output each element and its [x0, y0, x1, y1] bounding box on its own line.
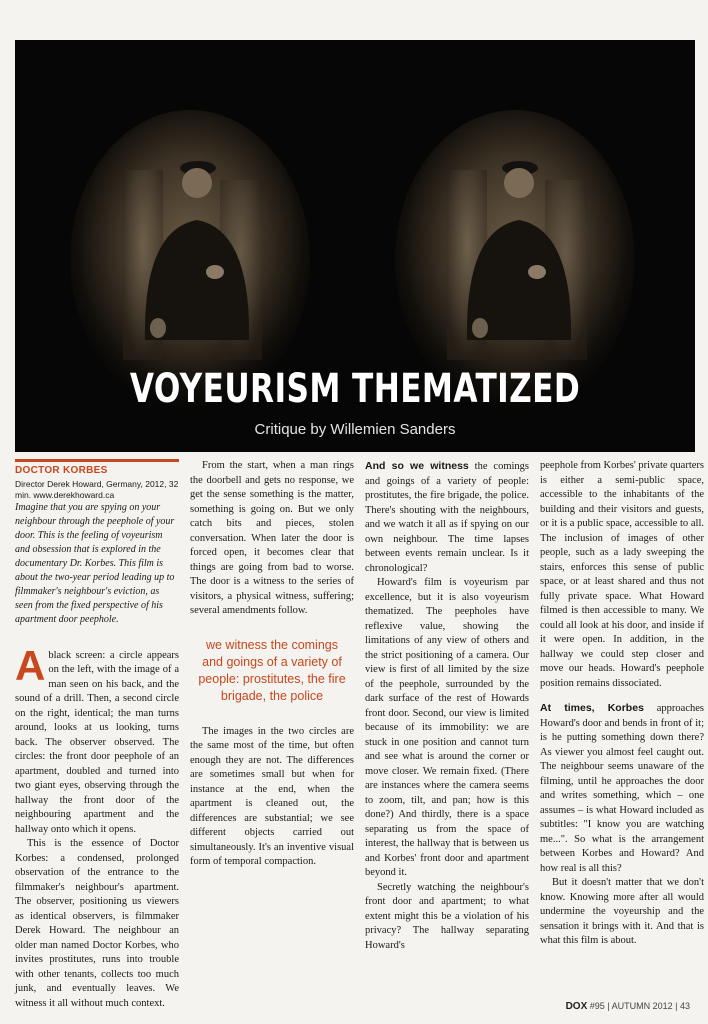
article-paragraph-3: From the start, when a man rings the doorbell and gets no response, we get the sense something is the matter, something is going on. But we only catch bits and pieces, stolen conversation. When later the door is forced open, it becomes clear that things are going from bad to worse. The door is a witness to the series of visitors, a physical witness, suffering; several amendments follow.	[190, 460, 354, 616]
drop-cap: A	[15, 641, 46, 689]
hero-image	[15, 40, 695, 452]
article-paragraph-5	[365, 459, 529, 576]
article-paragraph-7: Secretly watching the neighbour's front door and apartment; to what extent might this be a violation of his privacy? The hallway separating Howard's	[365, 881, 529, 951]
article-paragraph-7-continued: peephole from Korbes' private quarters is either a semi-public space, accessible to the inhabitants of the building and their visitors and guests, or it is a public space, accessible to all. The inclusion of images of other people, such as a lady sweeping the stairs, enforces this sense of public space, or at least shared and thus not fully private space. What Howard filmed is then accessible to many. We could all look at his door, and inside if it were open. In addition, in the hallway we could step closer and move our heads. Howard's peephole position remains dissociated.	[540, 460, 704, 689]
magazine-brand: DOX	[565, 1001, 588, 1012]
lead-in-1: And so we witness	[365, 460, 469, 472]
page-footer	[566, 1001, 690, 1012]
right-peephole-view	[395, 110, 635, 410]
film-credits: Director Derek Howard, Germany, 2012, 32 min. www.derekhoward.ca	[15, 478, 179, 500]
page-title: VOYEURISM THEMATIZED	[129, 366, 581, 412]
article-paragraph-9: But it doesn't matter that we don't know. Knowing more after all would undermine the voyeurship and the sensation it brings with it. And that is what this film is about.	[540, 877, 704, 946]
paragraph-8-text: approaches Howard's door and bends in front of it; is he putting something down there? As viewer you almost feel caught out. The neighbour seems unaware of the filming, until he approaches the door and writes something, which – one assumes – is what Howard included as subtitles: "I know you are watching me...". So what is the arrangement between Korbes and Howard? And how real is all this?	[540, 703, 704, 874]
paragraph-5-text: the comings and goings of a variety of people: prostitutes, the fire brigade, the police. There's shouting with the neighbours, and we watch it all as if spying on our own neighbour. The time lapses between events remain unclear. Is it chronological?	[365, 461, 529, 574]
article-paragraph-8	[540, 701, 704, 876]
article-paragraph-4: The images in the two circles are the same most of the time, but often enough they are not. The differences are sometimes small but when for instance at the end, when the apartment is cleaned out, the differences are substantial; we see different objects carried out simultaneously. It's an inventive visual form of temporal compaction.	[190, 725, 354, 867]
article-paragraph-2: This is the essence of Doctor Korbes: a condensed, prolonged observation of the entrance to the filmmaker's neighbour's apartment. The observer, positioning us viewers as identical observers, is filmmaker Derek Howard. The neighbour an older man named Doctor Korbes, who invites prostitutes, runs into trouble with other tenants, collects too much junk, and eventually leaves. We witness it all without much context.	[15, 838, 179, 1009]
column-1	[15, 459, 179, 1011]
column-3	[365, 459, 529, 953]
film-synopsis: Imagine that you are spying on your neighbour through the peephole of your door. This is the feeling of voyeurism and obsession that is explored in the documentary Dr. Korbes. This film is about the two-year period leading up to filmmaker's neighbour's eviction, as seen from the fixed perspective of his apartment door peephole.	[15, 501, 175, 625]
column-2	[190, 459, 354, 870]
pull-quote: we witness the comings and goings of a variety of people: prostitutes, the fire brigade, the police	[198, 637, 346, 703]
column-4	[540, 459, 704, 949]
article-paragraph-6: Howard's film is voyeurism par excellence, but it is also voyeurism thematized. The peepholes have reflexive value, showing the limitations of any view of others and the strict positioning of a camera. Our view is first of all limited by the size of the peephole, surrounded by the dark surface of the rest of Howards front door. Second, our view is limited because of its immobility: we are stuck in one position and cannot turn and see what is around the corner or move closer. We remain fixed. (There are instances where the camera seems to zoom, tilt, and pan; how is this done?) And thirdly, there is a space separating us from the space of interest, the hallway that is between us and Korbes' front door and apartment beyond it.	[365, 577, 529, 878]
lead-in-2: At times, Korbes	[540, 702, 644, 714]
paragraph-1-text: black screen: a circle appears on the left, with the image of a man seen on his back, and the sound of a drill. Then, a second circle on the right, identical; the man turns around, looks at us looking, turns back. The observer observed. The circles: the front door peephole of an apartment, doubled and turned into two giant eyes, observing through the hallway the front door of the neighbouring apartment and the hallway onto which it opens.	[15, 649, 179, 835]
byline: Critique by Willemien Sanders	[254, 421, 456, 438]
left-peephole-view	[70, 110, 310, 410]
issue-info: #95 | AUTUMN 2012 | 43	[589, 1001, 690, 1011]
article-paragraph-1	[15, 641, 179, 838]
film-heading: DOCTOR KORBES	[15, 459, 179, 479]
